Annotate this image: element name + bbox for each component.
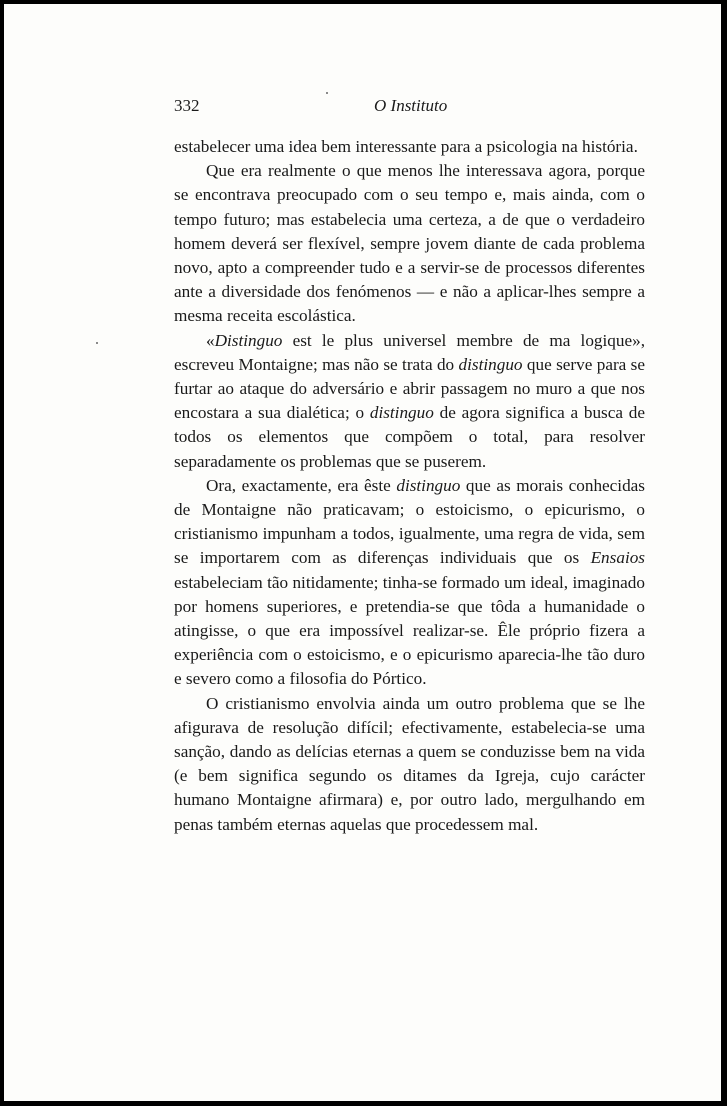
text-run: Ora, exactamente, era êste [206, 475, 397, 495]
page-number: 332 [174, 96, 200, 115]
body-text [174, 135, 645, 837]
book-page [4, 4, 721, 1101]
italic-term: distinguo [458, 354, 523, 374]
italic-term: distinguo [396, 475, 461, 495]
paragraph-p3 [174, 329, 645, 474]
paper-speck [96, 342, 98, 344]
text-run: estabelecer uma idea bem interessante para a psicologia na história. [174, 137, 638, 156]
italic-term: distinguo [369, 403, 434, 423]
running-title: O Instituto [374, 96, 448, 115]
paragraph-p4 [174, 474, 645, 692]
paragraph-p1 [174, 135, 645, 159]
text-run: Que era realmente o que menos lhe interessava agora, porque se encontrava preocupado com o seu tempo e, mais ainda, com o tempo futuro; mas estabelecia uma certeza, a de que o verdadeiro homem deverá ser flexível, sempre jovem diante de cada problema novo, apto a compreender tudo e a servir-se de processos diferentes ante a diversidade dos fenómenos — e não a aplicar-lhes sempre a mesma receita escolástica. [174, 161, 645, 326]
paper-speck [326, 92, 328, 94]
text-run: « [206, 330, 215, 350]
italic-term: Distinguo [214, 330, 283, 350]
text-run: est le plus universel membre de ma logique», escreveu Montaigne; mas não se trata do [174, 330, 645, 374]
paragraph-p5 [174, 692, 645, 837]
text-run: de agora significa a busca de todos os elementos que compõem o total, para resolver separadamente os problemas que se puserem. [174, 403, 645, 471]
paragraph-p2 [174, 159, 645, 328]
italic-term: Ensaios [590, 548, 645, 568]
text-run: que as morais conhecidas de Montaigne não praticavam; o estoicismo, o epicurismo, o cristianismo impunham a todos, igualmente, uma regra de vida, sem se importarem com as diferenças individuais que os [174, 475, 645, 568]
text-run: estabeleciam tão nitidamente; tinha-se formado um ideal, imaginado por homens superiores, e pretendia-se que tôda a humanidade o atingisse, o que era impossível realizar-se. Êle próprio fizera a experiência com o estoicismo, e o epicurismo aparecia-lhe tão duro e severo como a filosofia do Pórtico. [174, 572, 645, 689]
text-run: O cristianismo envolvia ainda um outro problema que se lhe afigurava de resolução difícil; efectivamente, estabelecia-se uma sanção, dando as delícias eternas a quem se conduzisse bem na vida (e bem significa segundo os ditames da Igreja, cujo carácter humano Montaigne afirmara) e, por outro lado, mergulhando em penas também eternas aquelas que procedessem mal. [174, 693, 645, 834]
page-header [174, 96, 645, 118]
text-run: que serve para se furtar ao ataque do adversário e abrir passagem no muro a que nos encostara a sua dialética; o [174, 354, 645, 423]
